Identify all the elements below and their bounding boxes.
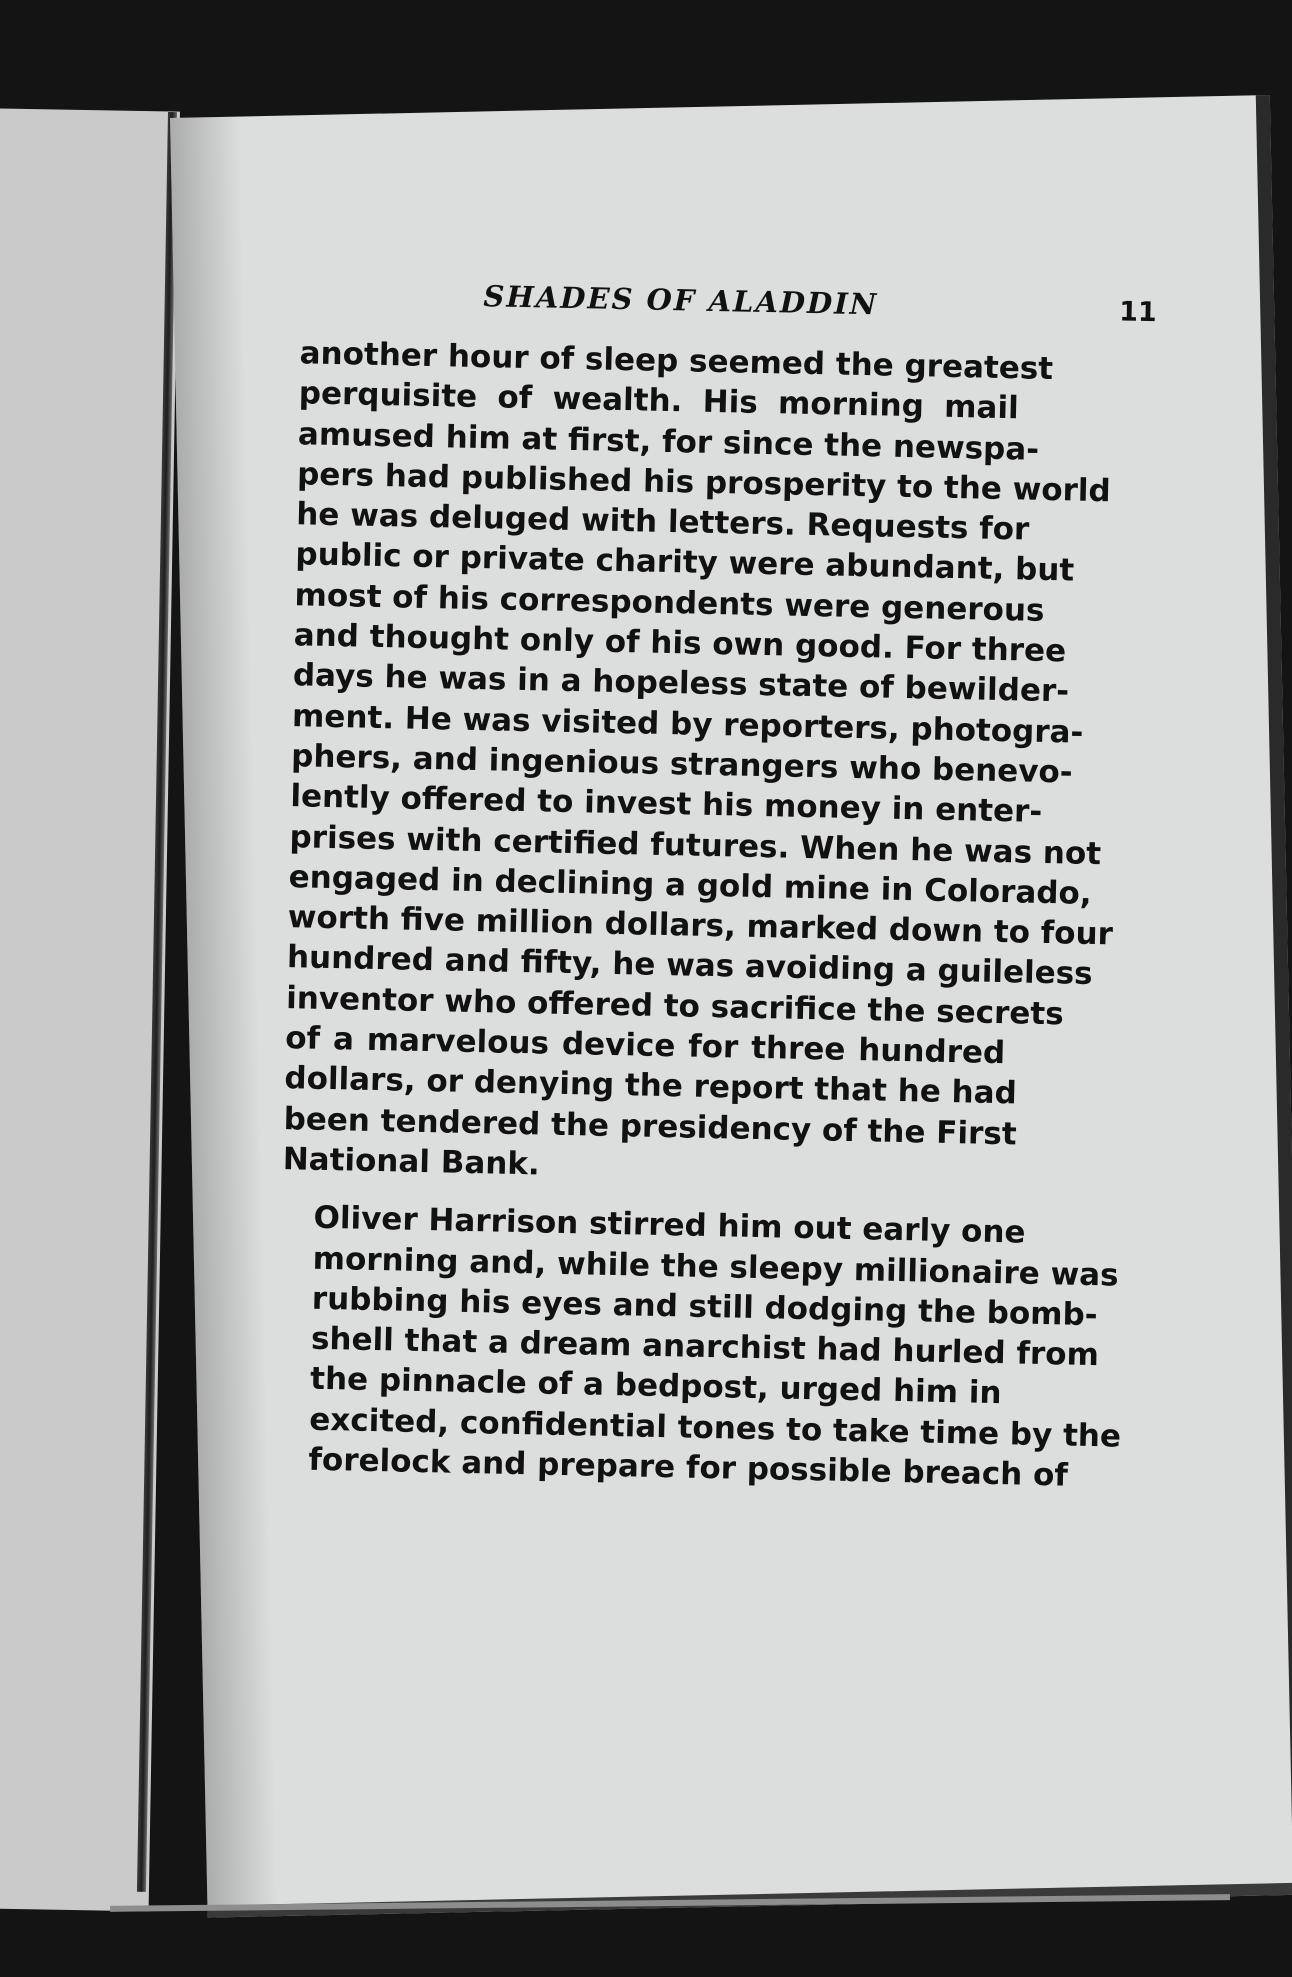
text-line: morning and, while the sleepy millionaire was: [312, 1240, 1119, 1294]
text-line: dollars, or denying the report that he had: [284, 1060, 1018, 1112]
text-line: pers had published his prosperity to the world: [296, 456, 1112, 510]
text-line: National Bank.: [282, 1141, 541, 1183]
text-line: days he was in a hopeless state of bewilder-: [292, 657, 1070, 710]
text-line: of a marvelous device for three hundred: [284, 1020, 1006, 1072]
text-line: amused him at first, for since the newspa-: [297, 415, 1040, 468]
text-line: another hour of sleep seemed the greatest: [299, 335, 1054, 388]
text-line: forelock and prepare for possible breach of: [308, 1441, 1069, 1494]
text-line: lently offered to invest his money in enter-: [290, 778, 1043, 831]
page-number: 11: [1118, 296, 1158, 329]
text-line: most of his correspondents were generous: [294, 576, 1045, 629]
page-gutter-shadow: [170, 117, 277, 1906]
text-line: Oliver Harrison stirred him out early one: [313, 1199, 1026, 1251]
text-line: prises with certified futures. When he was not: [289, 818, 1102, 872]
text-line: and thought only of his own good. For three: [293, 617, 1067, 670]
text-line: hundred and fifty, he was avoiding a guileless: [286, 939, 1093, 993]
text-line: rubbing his eyes and still dodging the bomb-: [311, 1280, 1098, 1334]
text-line: phers, and ingenious strangers who benevo-: [290, 738, 1074, 791]
page-content: [268, 275, 1181, 1893]
text-line: been tendered the presidency of the First: [283, 1100, 1017, 1153]
text-line: public or private charity were abundant, but: [295, 536, 1075, 590]
paragraph-2: [276, 1197, 1122, 1494]
paragraph-1: [282, 333, 1114, 1194]
text-line: ment. He was visited by reporters, photogra-: [291, 697, 1084, 751]
text-line: shell that a dream anarchist had hurled from: [310, 1320, 1100, 1374]
running-title: SHADES OF ALADDIN: [483, 279, 879, 322]
running-head: [300, 275, 1181, 341]
text-line: he was deluged with letters. Requests for: [295, 496, 1030, 548]
text-line: excited, confidential tones to take time by the: [308, 1401, 1122, 1455]
text-line: the pinnacle of a bedpost, urged him in: [309, 1361, 1002, 1412]
book-page: [170, 95, 1292, 1918]
body-text: [276, 333, 1122, 1494]
text-line: engaged in declining a gold mine in Colorado,: [288, 859, 1092, 912]
text-line: worth five million dollars, marked down to four: [287, 899, 1114, 953]
text-line: inventor who offered to sacrifice the secrets: [285, 979, 1065, 1033]
text-line: perquisite of wealth. His morning mail: [298, 375, 1020, 427]
